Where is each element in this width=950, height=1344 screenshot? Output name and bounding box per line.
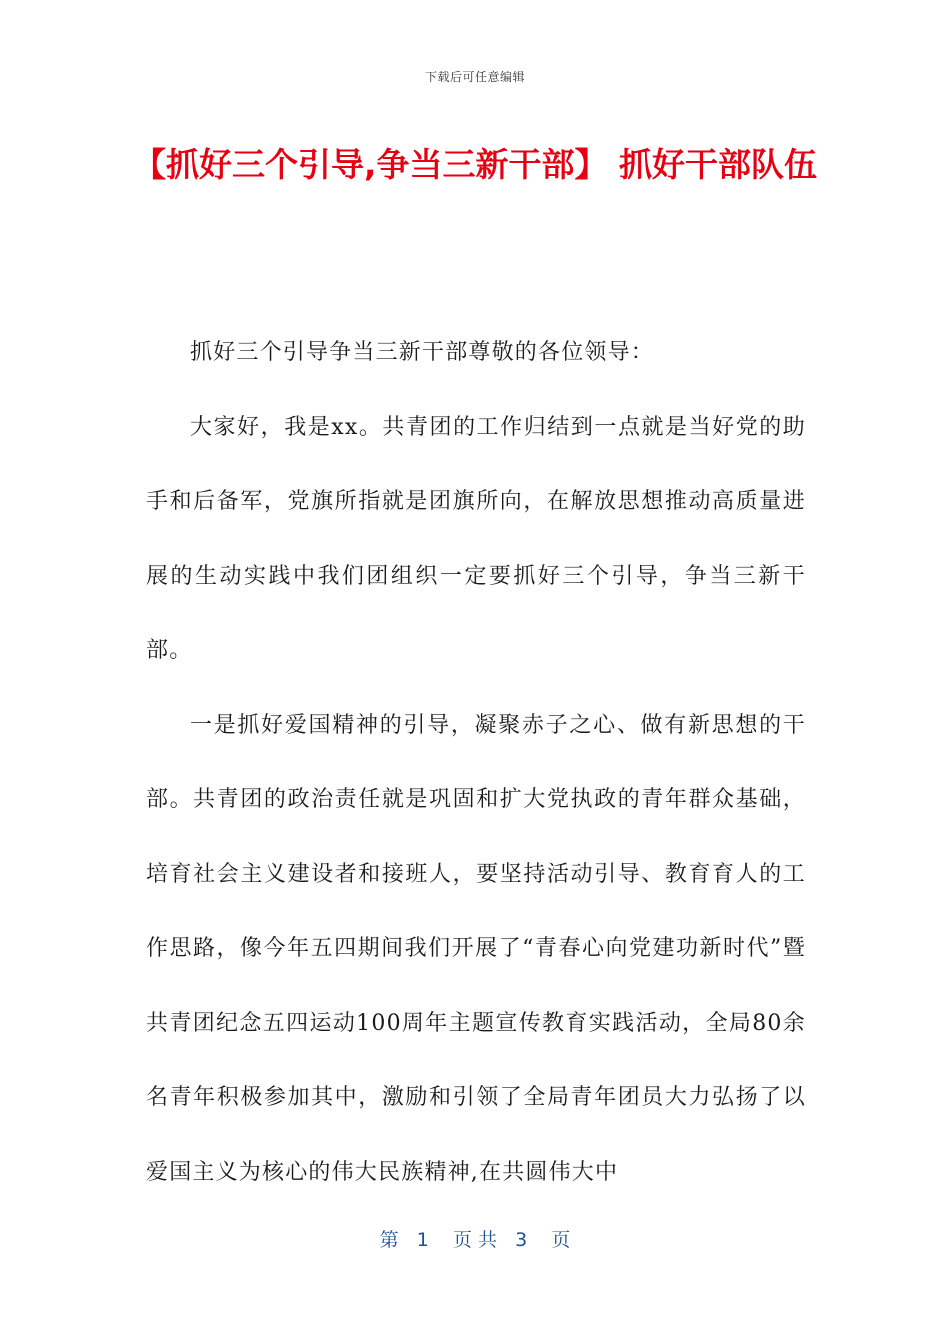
page-number-footer: 第 1 页 共 3 页	[379, 1229, 571, 1251]
document-title: 【抓好三个引导,争当三新干部】 抓好干部队伍	[132, 145, 818, 184]
page-header-note: 下载后可任意编辑	[424, 70, 525, 84]
document-body	[146, 316, 806, 1210]
paragraph-intro: 大家好，我是xx。共青团的工作归结到一点就是当好党的助手和后备军，党旗所指就是团旗所向，在解放思想推动高质量进展的生动实践中我们团组织一定要抓好三个引导，争当三新干部。	[146, 414, 806, 663]
paragraph-point-one: 一是抓好爱国精神的引导，凝聚赤子之心、做有新思想的干部。共青团的政治责任就是巩固和扩大党执政的青年群众基础，培育社会主义建设者和接班人，要坚持活动引导、教育育人的工作思路，像今年五四期间我们开展了“青春心向党建功新时代”暨共青团纪念五四运动100周年主题宣传教育实践活动，全局80余名青年积极参加其中，激励和引领了全局青年团员大力弘扬了以爱国主义为核心的伟大民族精神,在共圆伟大中	[146, 712, 806, 1185]
paragraph-salutation: 抓好三个引导争当三新干部尊敬的各位领导：	[190, 340, 655, 365]
